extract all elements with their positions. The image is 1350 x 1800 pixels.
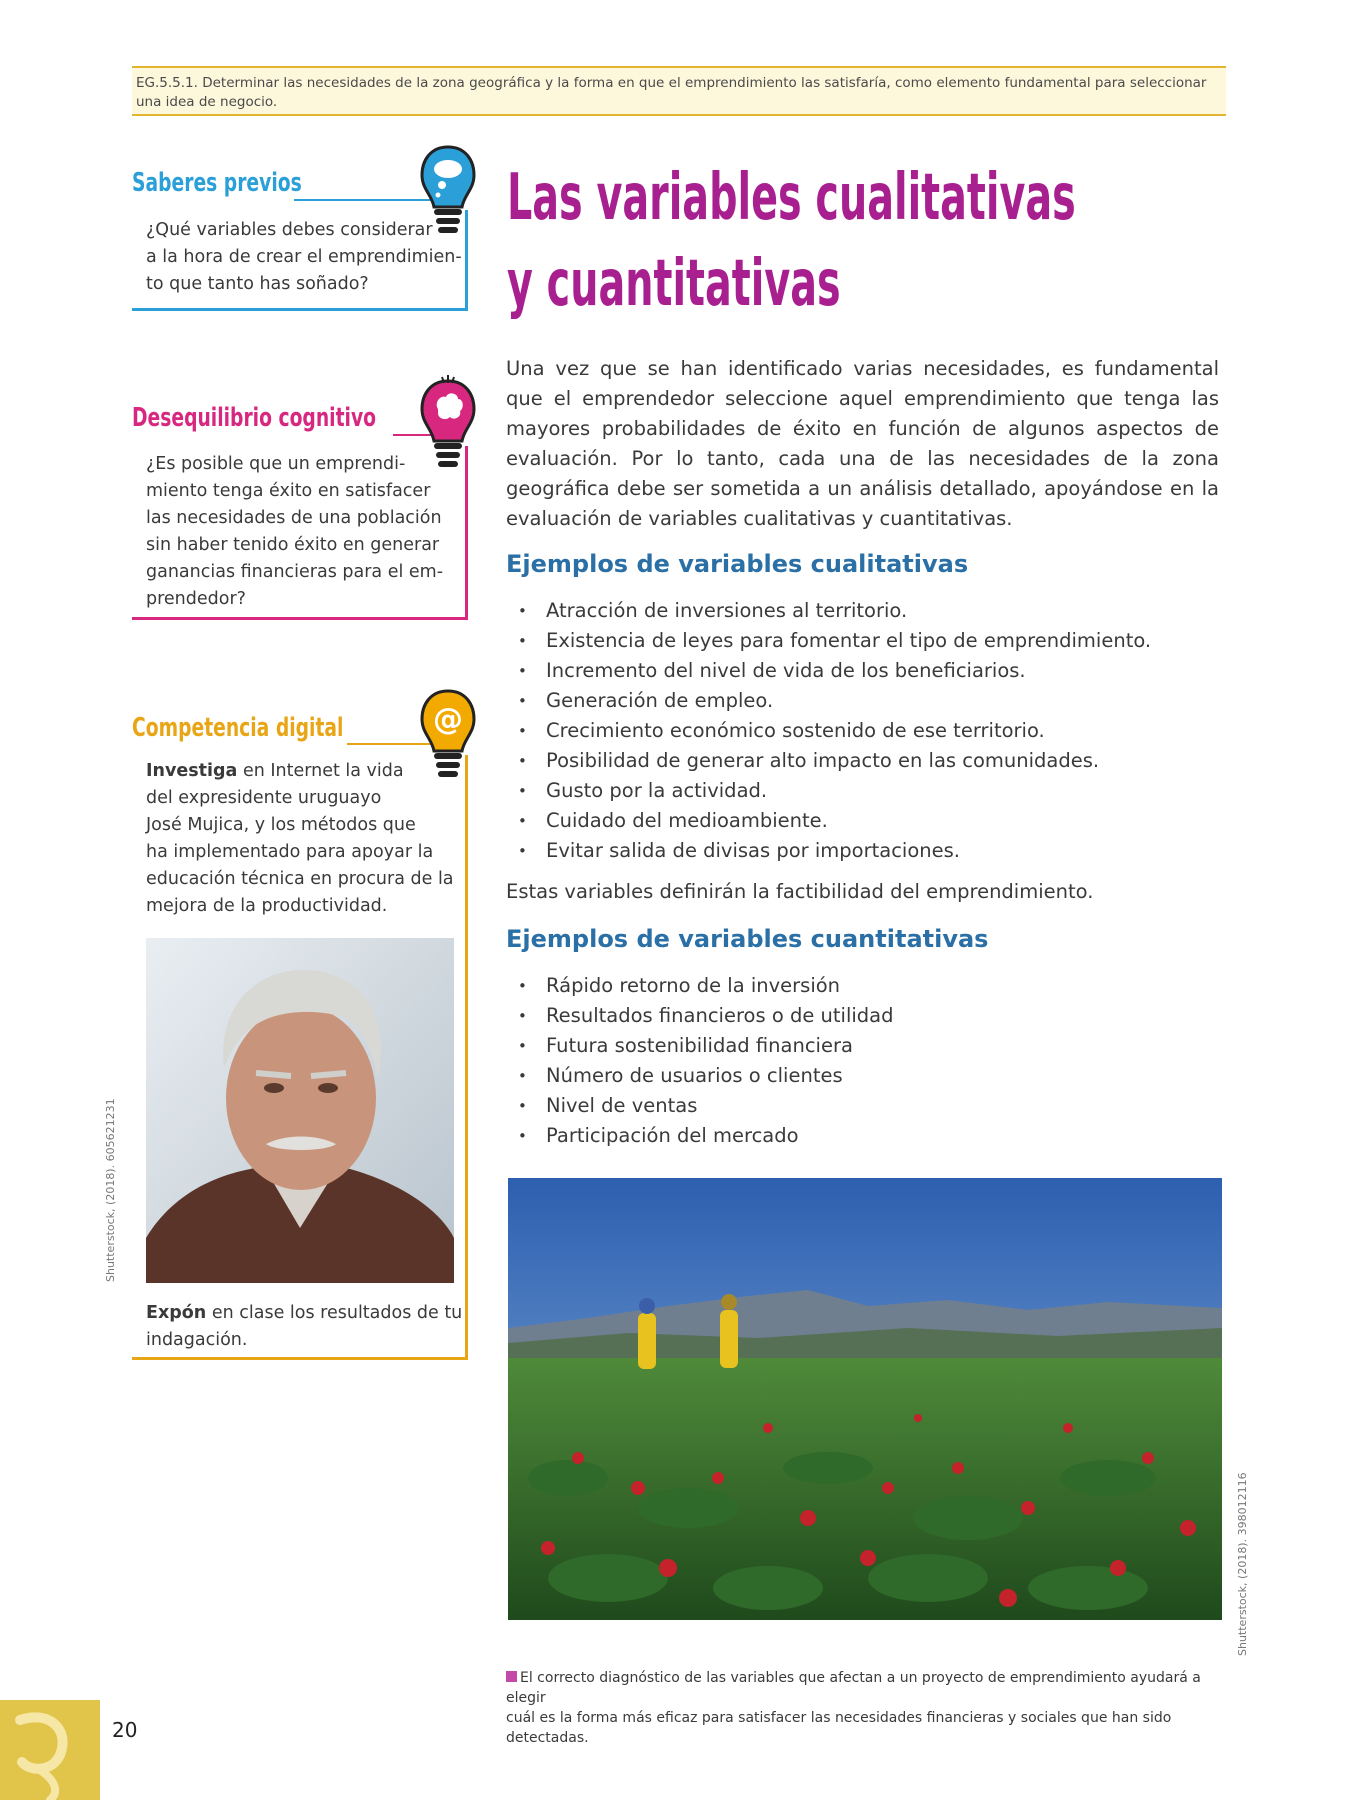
list-item: • Existencia de leyes para fomentar el tipo de emprendimiento. [506,626,1151,656]
caption-line: cuál es la forma más eficaz para satisfacer las necesidades financieras y sociales que han sido detectadas. [506,1710,1172,1746]
intro-paragraph: Una vez que se han identificado varias necesidades, es fundamental que el emprendedor seleccione aquel emprendimiento que tenga las mayores probabilidades de éxito en función de algunos aspectos de evaluación. Por lo tanto, cada una de las necesidades de la zona geográfica debe ser sometida a un análisis detallado, apoyándose en la evaluación de variables cualitativas y cuantitativas. [506,357,1219,530]
page-title-line: Las variables cualitativas [507,161,1076,235]
cualitativas-list [506,596,1151,866]
desequilibrio-line: ganancias financieras para el em- [146,562,444,582]
mujica-portrait-image [146,938,454,1283]
list-item: • Resultados financieros o de utilidad [506,1001,894,1031]
competencia-line: educación técnica en procura de la [146,869,454,889]
saberes-line: ¿Qué variables debes considerar [146,220,433,240]
list-item: • Crecimiento económico sostenido de ese territorio. [506,716,1151,746]
page-number: 20 [112,1718,138,1742]
desequilibrio-line: miento tenga éxito en satisfacer [146,481,431,501]
list-item: • Atracción de inversiones al territorio. [506,596,1151,626]
list-item: • Generación de empleo. [506,686,1151,716]
list-item: • Futura sostenibilidad financiera [506,1031,894,1061]
expon-rest: en clase los resultados de tu [206,1303,463,1323]
competencia-line: del expresidente uruguayo [146,788,382,808]
list-item: • Gusto por la actividad. [506,776,1151,806]
competencia-line: ha implementado para apoyar la [146,842,434,862]
corner-decoration-icon [0,1700,100,1800]
list-item: • Rápido retorno de la inversión [506,971,894,1001]
desequilibrio-line: ¿Es posible que un emprendi- [146,454,406,474]
list-item: • Incremento del nivel de vida de los beneficiarios. [506,656,1151,686]
desequilibrio-title: Desequilibrio cognitivo [132,403,377,433]
expon-keyword: Expón [146,1303,207,1323]
list-item: • Cuidado del medioambiente. [506,806,1151,836]
field-photo-credit: Shutterstock, (2018). 398012116 [1236,1472,1249,1656]
objective-banner [132,66,1226,116]
caption-marker-icon [506,1671,517,1682]
competencia-line [146,758,466,785]
desequilibrio-line: las necesidades de una población [146,508,442,528]
page-title-line: y cuantitativas [507,247,841,321]
saberes-line: to que tanto has soñado? [146,274,369,294]
cualitativas-closing: Estas variables definirán la factibilidad del emprendimiento. [506,880,1094,903]
caption-line-text: El correcto diagnóstico de las variables que afectan a un proyecto de emprendimiento ayudará a elegir [506,1670,1201,1706]
desequilibrio-line: sin haber tenido éxito en generar [146,535,440,555]
investiga-keyword: Investiga [146,761,238,781]
expon-line [146,1300,466,1327]
desequilibrio-text [146,451,466,613]
expon-text [146,1300,466,1354]
caption-line [506,1668,1226,1708]
list-item: • Posibilidad de generar alto impacto en las comunidades. [506,746,1151,776]
list-item: • Nivel de ventas [506,1091,894,1121]
expon-line: indagación. [146,1330,248,1350]
saberes-title-rule [294,199,432,201]
cuantitativas-list [506,971,894,1151]
saberes-line: a la hora de crear el emprendimien- [146,247,462,267]
list-item: • Evitar salida de divisas por importaciones. [506,836,1151,866]
competencia-line: mejora de la productividad. [146,896,388,916]
competencia-title: Competencia digital [132,713,344,743]
photo-caption [506,1668,1226,1748]
cualitativas-heading: Ejemplos de variables cualitativas [506,550,969,578]
saberes-title: Saberes previos [132,168,302,198]
objective-text: EG.5.5.1. Determinar las necesidades de la zona geográfica y la forma en que el emprendimiento las satisfaría, como elemento fundamental para seleccionar una idea de negocio. [136,75,1207,110]
portrait-credit: Shutterstock, (2018). 605621231 [104,1098,117,1282]
flower-field-photo [508,1178,1222,1620]
saberes-text [146,217,466,298]
desequilibrio-line: prendedor? [146,589,246,609]
competencia-line: José Mujica, y los métodos que [146,815,416,835]
list-item: • Participación del mercado [506,1121,894,1151]
investiga-rest: en Internet la vida [237,761,404,781]
thought-bubble-bulb-icon [420,143,476,251]
page-title [507,155,1076,327]
list-item: • Número de usuarios o clientes [506,1061,894,1091]
svg-text:@: @ [433,702,463,737]
competencia-text [146,758,466,920]
cuantitativas-heading: Ejemplos de variables cuantitativas [506,925,989,953]
brain-bulb-icon [420,375,476,483]
at-sign-bulb-icon [420,685,476,793]
